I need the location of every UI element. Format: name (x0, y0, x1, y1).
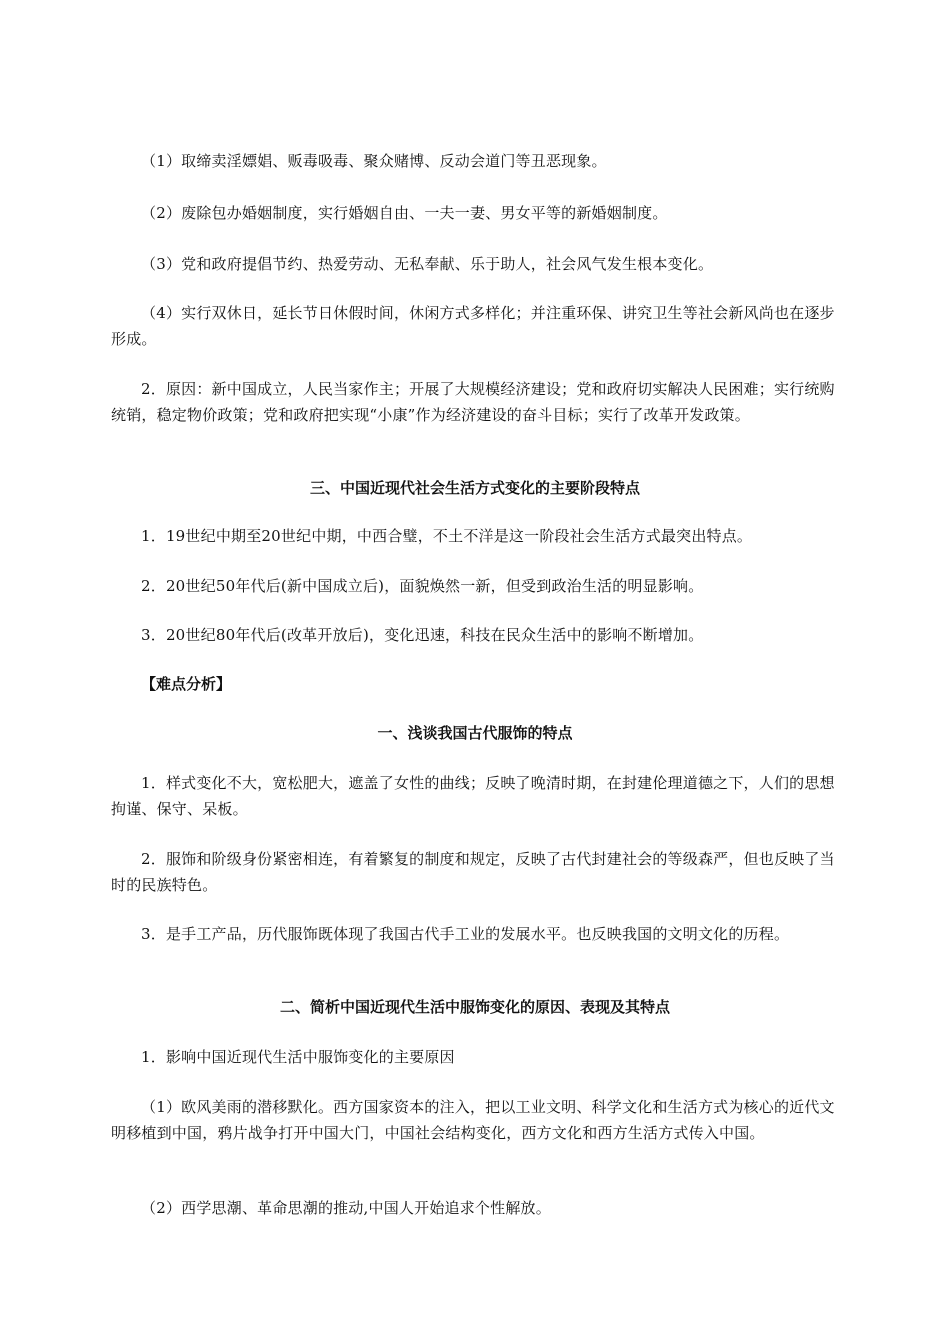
section-heading-ancient-clothing: 一、浅谈我国古代服饰的特点 (377, 724, 573, 742)
paragraph-reasons: 2．原因：新中国成立，人民当家作主；开展了大规模经济建设；党和政府切实解决人民困难；实行统购统销，稳定物价政策；党和政府把实现“小康”作为经济建设的奋斗目标；实行了改革开发政策。 (111, 380, 835, 424)
section-heading-modern-clothing: 二、简析中国近现代生活中服饰变化的原因、表现及其特点 (279, 998, 670, 1016)
paragraph-abolish-vices: （1）取缔卖淫嫖娼、贩毒吸毒、聚众赌博、反动会道门等丑恶现象。 (141, 152, 607, 170)
paragraph-stage-1: 1．19世纪中期至20世纪中期，中西合璧，不土不洋是这一阶段社会生活方式最突出特点。 (141, 527, 753, 545)
paragraph-western-influence: （1）欧风美雨的潜移默化。西方国家资本的注入，把以工业文明、科学文化和生活方式为核心的近代文明移植到中国，鸦片战争打开中国大门，中国社会结构变化，西方文化和西方生活方式传入中国。 (111, 1098, 835, 1142)
section-heading-lifestyle-stages: 三、中国近现代社会生活方式变化的主要阶段特点 (309, 479, 640, 497)
paragraph-double-rest-day: （4）实行双休日，延长节日休假时间，休闲方式多样化；并注重环保、讲究卫生等社会新风尚也在逐步形成。 (111, 304, 835, 348)
paragraph-main-reasons: 1．影响中国近现代生活中服饰变化的主要原因 (141, 1048, 455, 1066)
paragraph-clothing-style: 1．样式变化不大，宽松肥大，遮盖了女性的曲线；反映了晚清时期，在封建伦理道德之下，人们的思想拘谨、保守、呆板。 (111, 774, 835, 818)
paragraph-clothing-handicraft: 3．是手工产品，历代服饰既体现了我国古代手工业的发展水平。也反映我国的文明文化的历程。 (141, 925, 790, 943)
paragraph-marriage-system: （2）废除包办婚姻制度，实行婚姻自由、一夫一妻、男女平等的新婚姻制度。 (141, 204, 668, 222)
label-difficulty-analysis: 【难点分析】 (141, 675, 232, 693)
paragraph-stage-2: 2．20世纪50年代后(新中国成立后)，面貌焕然一新，但受到政治生活的明显影响。 (141, 577, 704, 595)
paragraph-stage-3: 3．20世纪80年代后(改革开放后)，变化迅速，科技在民众生活中的影响不断增加。 (141, 626, 704, 644)
paragraph-western-thought: （2）西学思潮、革命思潮的推动,中国人开始追求个性解放。 (141, 1199, 551, 1217)
paragraph-clothing-class: 2．服饰和阶级身份紧密相连，有着繁复的制度和规定，反映了古代封建社会的等级森严，但也反映了当时的民族特色。 (111, 850, 835, 894)
paragraph-social-ethos: （3）党和政府提倡节约、热爱劳动、无私奉献、乐于助人，社会风气发生根本变化。 (141, 255, 714, 273)
